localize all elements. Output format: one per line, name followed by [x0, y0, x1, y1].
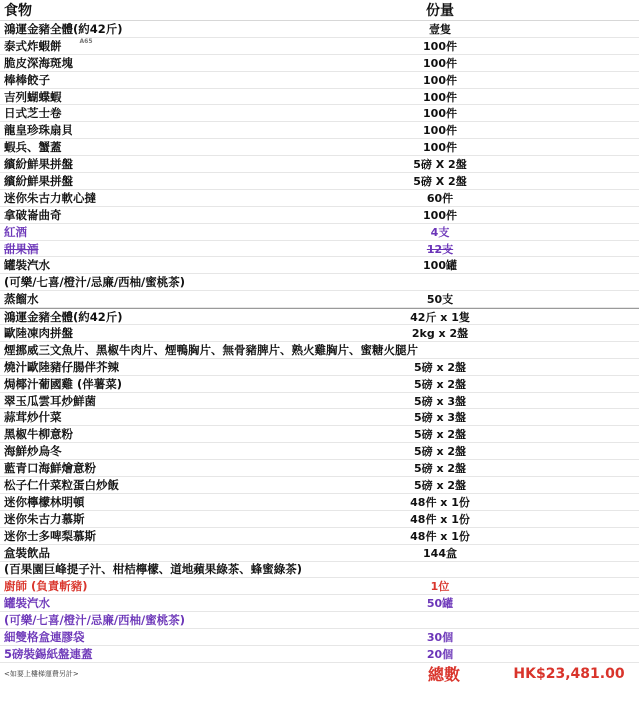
quantity-cell: 60件 — [426, 191, 454, 205]
quantity-cell: 4支 — [430, 225, 450, 239]
total-value: HK$23,481.00 — [513, 665, 625, 682]
item-cell: 蒸餾水 — [4, 292, 39, 307]
quantity-cell: 12支 — [426, 242, 454, 256]
cell-tag: A65 — [79, 37, 93, 45]
quantity-cell: 100件 — [423, 208, 457, 222]
table-row — [0, 173, 639, 190]
quantity-cell: 5磅 X 2盤 — [413, 174, 467, 188]
quantity-cell: 2kg x 2盤 — [411, 326, 469, 340]
item-cell: 龍皇珍珠扇貝 — [4, 123, 73, 138]
item-cell: (百果園巨峰提子汁、柑桔檸檬、道地蘋果綠茶、蜂蜜綠茶) — [4, 562, 303, 577]
item-cell: 5磅裝錫紙盤連蓋 — [4, 646, 93, 661]
table-row — [0, 409, 639, 426]
item-cell: 鴻運金豬全體(約42斤) — [4, 21, 123, 36]
quantity-cell: 48件 x 1份 — [410, 529, 470, 543]
header-quantity: 份量 — [426, 3, 454, 19]
item-cell: (可樂/七喜/橙汁/忌廉/西柚/蜜桃茶) — [4, 613, 186, 628]
item-cell: 松子仁什菜粒蛋白炒飯 — [4, 478, 119, 492]
item-cell: 焗椰汁葡國雞 (伴薯菜) — [4, 376, 123, 391]
table-row — [0, 426, 639, 443]
table-row — [0, 156, 639, 173]
table-row — [0, 21, 639, 38]
item-cell: 迷你士多啤梨慕斯 — [4, 528, 96, 543]
quantity-cell: 100件 — [423, 56, 457, 70]
item-cell: 煙挪威三文魚片、黑椒牛肉片、煙鴨胸片、無骨豬脾片、熟火雞胸片、蜜糖火腿片 — [4, 342, 418, 357]
item-cell: 日式芝士卷 — [4, 106, 62, 121]
table-row — [0, 207, 639, 224]
table-row — [0, 342, 639, 359]
total-label: 總數 — [427, 665, 460, 685]
quantity-cell: 100罐 — [423, 259, 457, 273]
table-row — [0, 545, 639, 562]
table-row — [0, 274, 639, 291]
table-row — [0, 308, 639, 325]
item-cell: (可樂/七喜/橙汁/忌廉/西柚/蜜桃茶) — [4, 275, 186, 290]
item-cell: 廚師 (負責斬豬) — [4, 579, 88, 594]
quantity-cell: 30個 — [426, 631, 454, 645]
table-row — [0, 241, 639, 258]
quantity-cell: 5磅 x 3盤 — [413, 394, 467, 408]
item-cell: 蒜茸炒什菜 — [4, 410, 62, 425]
table-row — [0, 72, 639, 89]
table-row — [0, 122, 639, 139]
quantity-cell: 100件 — [423, 73, 457, 87]
table-row — [0, 359, 639, 376]
quantity-cell: 5磅 x 2盤 — [413, 479, 467, 492]
table-row — [0, 291, 639, 308]
table-row — [0, 190, 639, 207]
table-row — [0, 629, 639, 646]
quantity-cell: 100件 — [423, 107, 457, 121]
quantity-cell: 5磅 x 2盤 — [413, 428, 467, 442]
header-item: 食物 — [4, 3, 32, 19]
item-cell: 藍青口海鮮燴意粉 — [4, 461, 96, 476]
item-cell: 鴻運金豬全體(約42斤) — [4, 309, 123, 324]
quantity-cell: 1位 — [430, 580, 450, 594]
table-row — [0, 477, 639, 494]
quantity-cell: 144盒 — [423, 546, 457, 560]
item-cell: 繽紛鮮果拼盤 — [4, 157, 73, 172]
item-cell: 繽紛鮮果拼盤 — [4, 173, 73, 188]
table-body — [0, 21, 639, 663]
quantity-cell: 100件 — [423, 141, 457, 155]
quantity-cell: 100件 — [423, 124, 457, 138]
item-cell: 海鮮炒烏冬 — [4, 444, 62, 459]
quantity-cell: 100件 — [423, 90, 457, 104]
table-row — [0, 595, 639, 612]
quantity-cell: 48件 x 1份 — [410, 495, 470, 509]
table-row — [0, 494, 639, 511]
quantity-cell: 5磅 x 2盤 — [413, 360, 467, 374]
item-cell: 盒裝飲品 — [4, 545, 50, 560]
footer-note: <如要上樓梯運費另計> — [4, 669, 79, 678]
table-row — [0, 89, 639, 106]
quantity-cell: 42斤 x 1隻 — [410, 310, 470, 324]
table-row — [0, 562, 639, 579]
item-cell: 甜果酒 — [4, 241, 39, 256]
table-row — [0, 139, 639, 156]
item-cell: 迷你朱古力軟心撻 — [4, 190, 96, 205]
quantity-cell: 48件 x 1份 — [410, 512, 470, 526]
item-cell: 歐陸凍肉拼盤 — [4, 325, 73, 340]
table-row — [0, 578, 639, 595]
table-row — [0, 443, 639, 460]
header-row — [0, 0, 639, 21]
table-row — [0, 38, 639, 55]
table-row — [0, 55, 639, 72]
item-cell: 脆皮深海斑塊 — [4, 55, 73, 70]
item-cell: 罐裝汽水 — [4, 596, 50, 611]
quantity-cell: 50罐 — [426, 597, 454, 611]
item-cell: 細雙格盒連膠袋 — [4, 630, 85, 645]
quantity-cell: 50支 — [426, 293, 454, 307]
item-cell: 蝦兵、蟹蓋 — [4, 140, 62, 155]
quantity-cell: 100件 — [423, 39, 457, 53]
table-row — [0, 460, 639, 477]
table-row — [0, 528, 639, 545]
item-cell: 罐裝汽水 — [4, 258, 50, 273]
item-cell: 吉列蝴蝶蝦 — [4, 89, 62, 104]
item-cell: 翠玉瓜雲耳炒鮮菌 — [4, 393, 96, 408]
item-cell: 棒棒餃子 — [4, 72, 50, 87]
item-cell: 泰式炸蝦餅 $^{A65}$ — [4, 37, 93, 53]
item-cell: 拿破崙曲奇 — [4, 207, 62, 222]
table-row — [0, 325, 639, 342]
table-row — [0, 511, 639, 528]
quantity-cell: 壹隻 — [429, 22, 451, 36]
item-cell: 迷你朱古力慕斯 — [4, 511, 85, 526]
table-row — [0, 224, 639, 241]
table-row — [0, 612, 639, 629]
item-cell: 迷你檸檬林明頓 — [4, 494, 85, 509]
quantity-cell: 5磅 x 3盤 — [413, 411, 467, 425]
table-row — [0, 376, 639, 393]
quantity-cell: 5磅 x 2盤 — [413, 462, 467, 476]
quantity-cell: 5磅 x 2盤 — [413, 445, 467, 459]
quantity-cell: 5磅 X 2盤 — [413, 158, 467, 172]
item-cell: 紅酒 — [4, 224, 27, 239]
total-row — [0, 663, 639, 685]
item-cell: 燒汁歐陸豬仔腸伴芥辣 — [4, 359, 119, 374]
table-row — [0, 646, 639, 663]
quantity-cell: 20個 — [426, 647, 454, 661]
table-row — [0, 105, 639, 122]
table-row — [0, 393, 639, 410]
quantity-cell: 5磅 x 2盤 — [413, 377, 467, 391]
table-row — [0, 257, 639, 274]
item-cell: 黑椒牛柳意粉 — [4, 427, 73, 442]
